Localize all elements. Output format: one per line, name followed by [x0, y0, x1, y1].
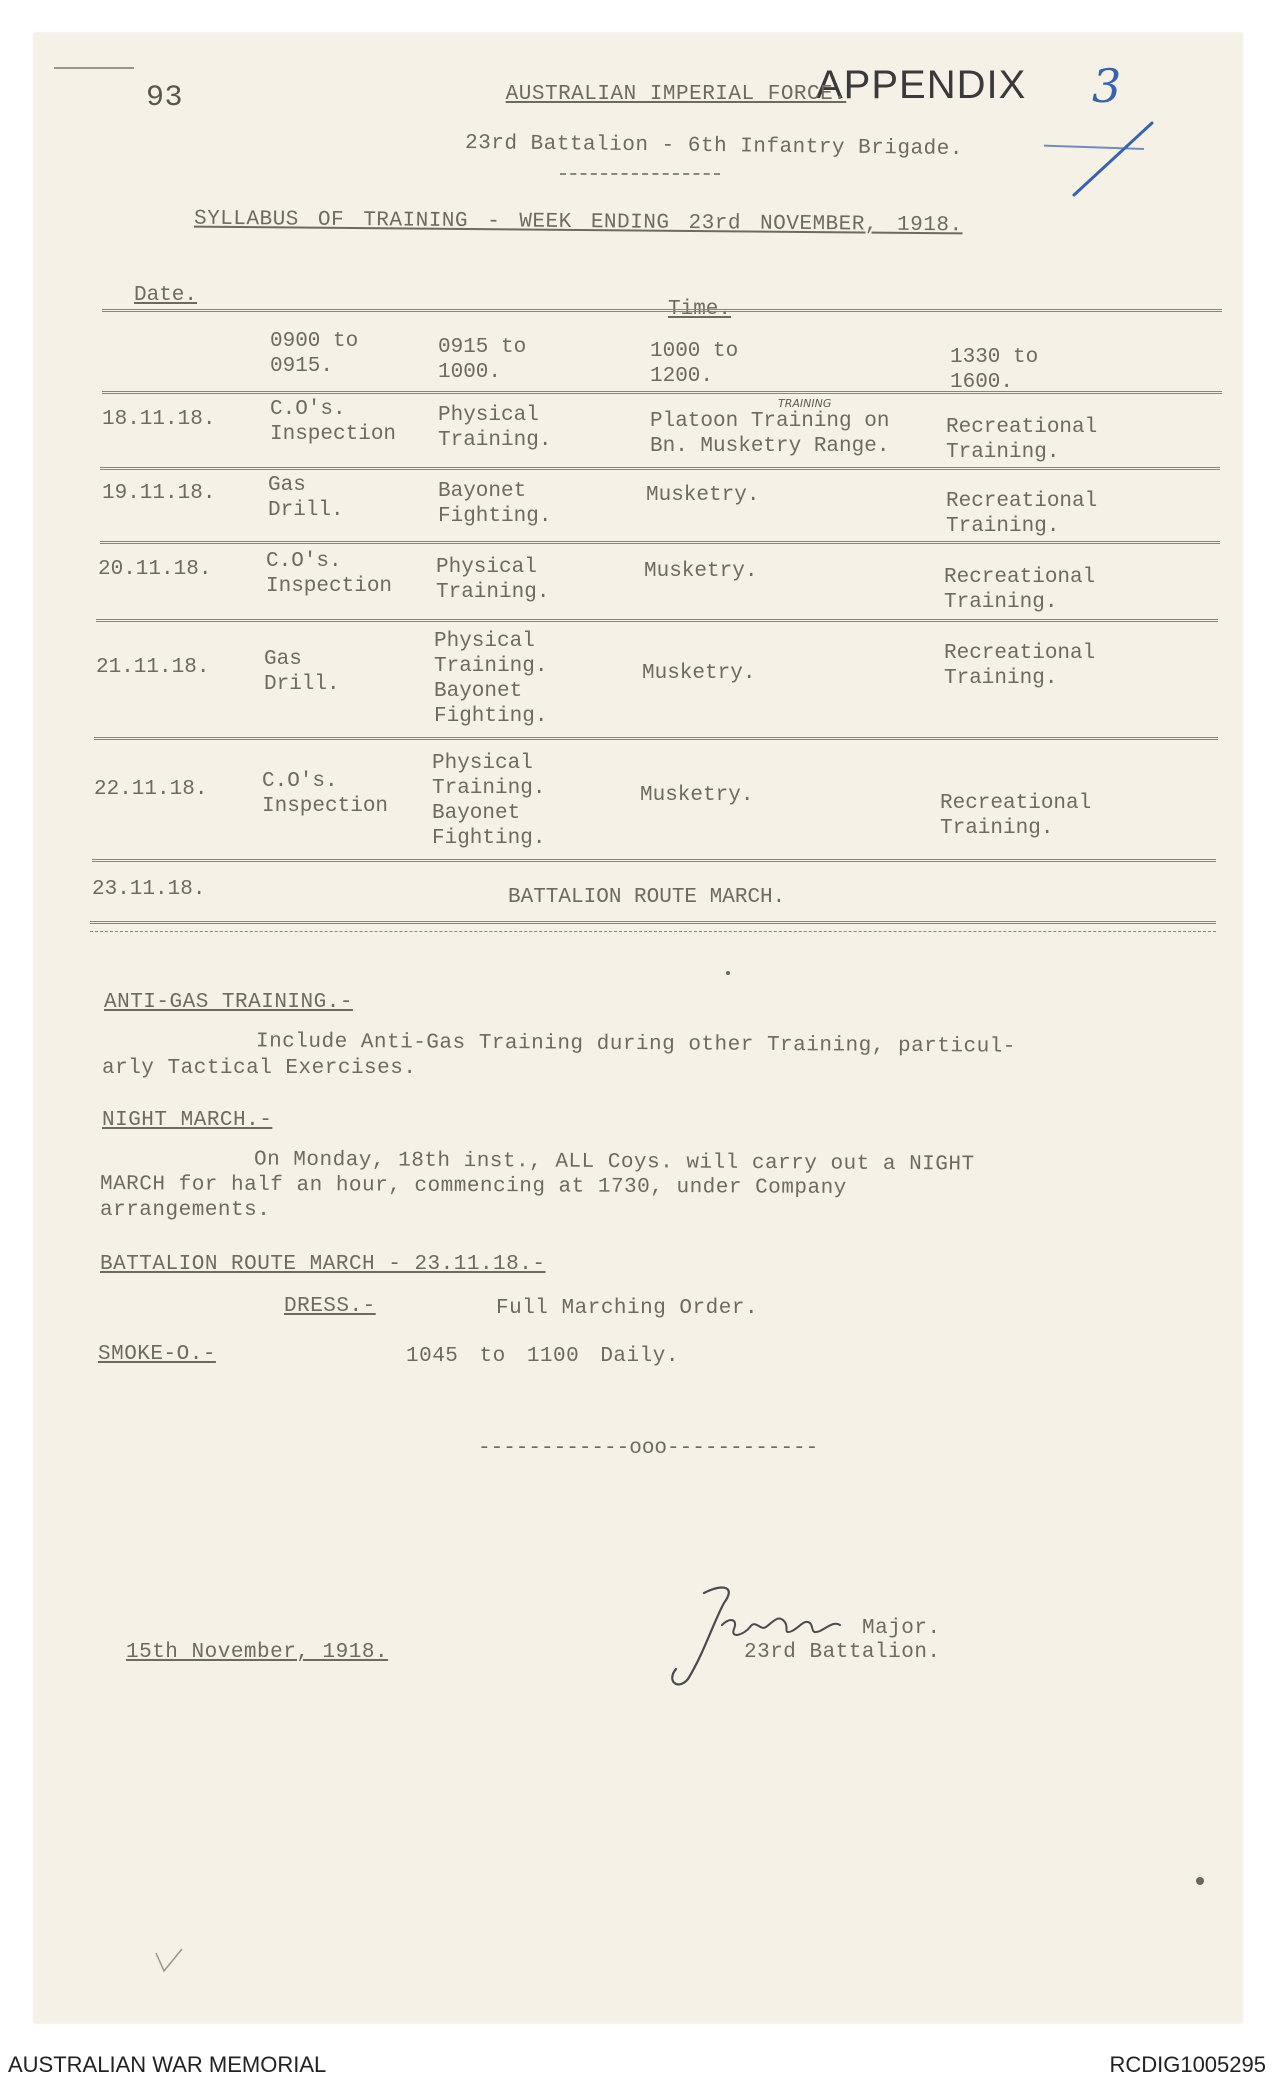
- end-mark: ------------ooo------------: [478, 1437, 819, 1460]
- appendix-pen-stroke-icon: [1044, 115, 1164, 205]
- antigas-text-line-2: arly Tactical Exercises.: [102, 1057, 417, 1080]
- table-header-rule: [102, 391, 1222, 396]
- route-march-row-text: BATTALION ROUTE MARCH.: [508, 886, 786, 909]
- table-row-cell: Recreational Training.: [946, 416, 1098, 464]
- table-row-cell: Platoon Training on Bn. Musketry Range.: [650, 410, 890, 458]
- smoke-o-label: SMOKE-O.-: [98, 1343, 216, 1366]
- document-date: 15th November, 1918.: [126, 1641, 389, 1664]
- table-row-date: 21.11.18.: [96, 656, 210, 679]
- table-row-cell: Physical Training.: [438, 404, 552, 452]
- signature-image: [664, 1573, 864, 1693]
- table-row-date: 20.11.18.: [98, 558, 212, 581]
- table-row-cell: Recreational Training.: [946, 490, 1098, 538]
- smoke-o-value: 1045 to 1100 Daily.: [406, 1345, 679, 1368]
- org-heading: AUSTRALIAN IMPERIAL FORCE.: [505, 83, 847, 106]
- table-row-date: 22.11.18.: [94, 778, 208, 801]
- pencil-tick-icon: [152, 1947, 192, 1977]
- period-0915-1000: 0915 to 1000.: [438, 336, 527, 384]
- table-row-cell: Musketry.: [642, 662, 756, 685]
- archive-footer-right: RCDIG1005295: [1109, 2052, 1266, 2077]
- table-row-cell: Gas Drill.: [264, 648, 340, 696]
- signatory-rank: Major.: [862, 1617, 941, 1640]
- table-row-cell: Physical Training.: [436, 556, 550, 604]
- antigas-heading: ANTI-GAS TRAINING.-: [104, 991, 353, 1014]
- table-row-date: 18.11.18.: [102, 408, 216, 431]
- date-column-header: Date.: [134, 284, 198, 307]
- night-march-text-line-3: arrangements.: [100, 1199, 271, 1222]
- table-row-cell: Physical Training. Bayonet Fighting.: [432, 752, 546, 850]
- table-row-cell: Musketry.: [644, 560, 758, 583]
- table-row-rule: [100, 467, 1220, 472]
- folio-rule: [54, 67, 134, 69]
- time-column-header: Time.: [668, 298, 732, 321]
- table-row-rule: [100, 541, 1220, 546]
- table-row-cell: Physical Training. Bayonet Fighting.: [434, 630, 548, 728]
- table-row-date: 19.11.18.: [102, 482, 216, 505]
- table-row-cell: Bayonet Fighting.: [438, 480, 552, 528]
- signatory-unit: 23rd Battalion.: [744, 1641, 941, 1664]
- table-row-rule: [96, 619, 1218, 624]
- table-top-rule: [102, 309, 1222, 314]
- table-row-cell: Musketry.: [640, 784, 754, 807]
- table-row-cell: Recreational Training.: [944, 642, 1096, 690]
- appendix-label: APPENDIX: [816, 63, 1027, 107]
- route-march-heading: BATTALION ROUTE MARCH - 23.11.18.-: [100, 1253, 546, 1276]
- document-page: [34, 33, 1242, 2023]
- table-bottom-rule: [90, 921, 1216, 926]
- appendix-number: 3: [1092, 59, 1122, 113]
- archive-footer-left: AUSTRALIAN WAR MEMORIAL: [8, 2052, 327, 2077]
- table-bottom-rule-2: [90, 931, 1216, 932]
- unit-underline: [560, 173, 720, 175]
- period-0900-0915: 0900 to 0915.: [270, 330, 359, 378]
- ink-dot: [726, 971, 730, 975]
- period-1000-1200: 1000 to 1200.: [650, 340, 739, 388]
- table-row-cell: Gas Drill.: [268, 474, 344, 522]
- antigas-text-line-1: Include Anti-Gas Training during other Training, particul-: [255, 1030, 1016, 1059]
- table-row-cell: Recreational Training.: [944, 566, 1096, 614]
- ink-dot: [1196, 1877, 1204, 1885]
- night-march-heading: NIGHT MARCH.-: [102, 1109, 273, 1132]
- table-row-cell: C.O's. Inspection: [262, 770, 389, 818]
- dress-label: DRESS.-: [284, 1295, 376, 1318]
- handwritten-annotation: TRAINING: [778, 397, 832, 410]
- folio-number: 93: [146, 81, 184, 115]
- table-row-cell: C.O's. Inspection: [270, 398, 397, 446]
- syllabus-title: SYLLABUS OF TRAINING - WEEK ENDING 23rd NOVEMBER, 1918.: [193, 207, 963, 238]
- table-row-cell: C.O's. Inspection: [266, 550, 393, 598]
- dress-value: Full Marching Order.: [496, 1297, 759, 1320]
- table-row-cell: Recreational Training.: [940, 792, 1092, 840]
- table-row-date: 23.11.18.: [92, 878, 206, 901]
- period-1330-1600: 1330 to 1600.: [950, 346, 1039, 394]
- night-march-text-line-1: On Monday, 18th inst., ALL Coys. will carry out a NIGHT: [253, 1148, 975, 1177]
- table-row-cell: Musketry.: [646, 484, 760, 507]
- night-march-text-line-2: MARCH for half an hour, commencing at 1730, under Company: [99, 1173, 847, 1200]
- table-row-rule: [94, 737, 1218, 742]
- unit-heading: 23rd Battalion - 6th Infantry Brigade.: [464, 131, 964, 162]
- table-row-rule: [92, 859, 1216, 864]
